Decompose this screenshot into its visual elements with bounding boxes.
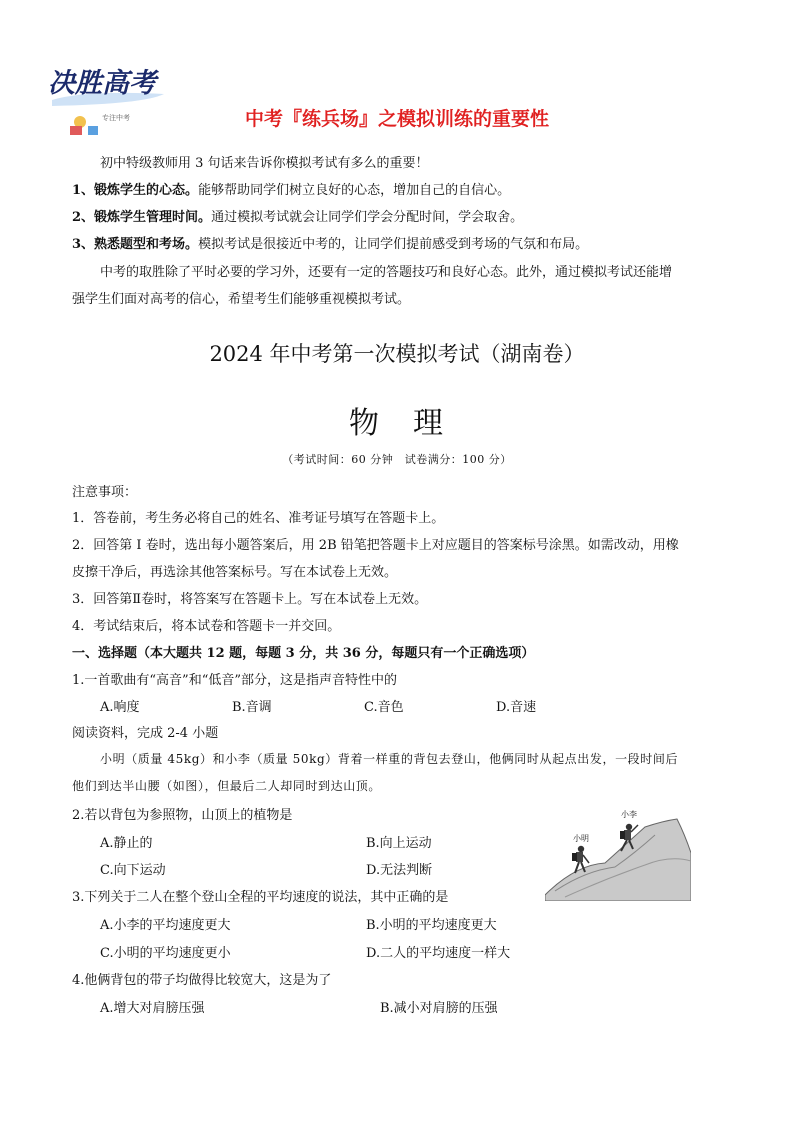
exam-time-info: （考试时间：60 分钟 试卷满分：100 分）	[282, 453, 512, 466]
intro-point-1: 1、锻炼学生的心态。能够帮助同学们树立良好的心态，增加自己的自信心。	[72, 183, 511, 198]
intro-lead: 初中特级教师用 3 句话来告诉你模拟考试有多么的重要！	[100, 156, 429, 171]
logo-subtext: 专注中考	[102, 114, 130, 122]
exam-subject: 物 理	[349, 406, 445, 441]
q3-option-d: D.二人的平均速度一样大	[366, 946, 511, 961]
q1-stem: 1.一首歌曲有“高音”和“低音”部分，这是指声音特性中的	[72, 673, 397, 688]
label-ming: 小明	[573, 834, 589, 843]
q2-option-b: B.向上运动	[366, 836, 432, 851]
q3-option-a: A.小李的平均速度更大	[100, 918, 231, 933]
q1-option-b: B.音调	[232, 700, 272, 715]
note-item-2: 2．回答第 I 卷时，选出每小题答案后，用 2B 铅笔把答题卡上对应题目的答案标号涂黑。如需改动，用橡	[72, 538, 679, 553]
note-item-3: 3．回答第Ⅱ卷时，将答案写在答题卡上。写在本试卷上无效。	[72, 592, 428, 607]
q2-option-a: A.静止的	[100, 836, 153, 851]
q1-option-a: A.响度	[100, 700, 140, 715]
notes-heading: 注意事项：	[72, 485, 138, 500]
intro-closing-1: 中考的取胜除了平时必要的学习外，还要有一定的答题技巧和良好心态。此外，通过模拟考试还能增	[100, 265, 673, 280]
q1-option-c: C.音色	[364, 700, 404, 715]
q2-option-c: C.向下运动	[100, 863, 166, 878]
note-item-2-cont: 皮擦干净后，再选涂其他答案标号。写在本试卷上无效。	[72, 565, 398, 580]
q4-option-a: A.增大对肩膀压强	[100, 1001, 205, 1016]
intro-point-2: 2、锻炼学生管理时间。通过模拟考试就会让同学们学会分配时间，学会取舍。	[72, 210, 524, 225]
intro-point-3: 3、熟悉题型和考场。模拟考试是很接近中考的，让同学们提前感受到考场的气氛和布局。	[72, 237, 589, 252]
section-heading: 一、选择题（本大题共 12 题，每题 3 分，共 36 分，每题只有一个正确选项）	[72, 646, 535, 661]
label-li: 小李	[621, 810, 637, 819]
logo-text: 决胜高考	[48, 68, 156, 99]
note-item-4: 4．考试结束后，将本试卷和答题卡一并交回。	[72, 619, 341, 634]
q2-option-d: D.无法判断	[366, 863, 433, 878]
q4-option-b: B.减小对肩膀的压强	[380, 1001, 498, 1016]
q3-stem: 3.下列关于二人在整个登山全程的平均速度的说法，其中正确的是	[72, 890, 449, 905]
q2-stem: 2.若以背包为参照物，山顶上的植物是	[72, 808, 293, 823]
q3-option-c: C.小明的平均速度更小	[100, 946, 231, 961]
climbing-illustration	[545, 805, 691, 901]
q1-option-d: D.音速	[496, 700, 537, 715]
reading-lead: 阅读资料，完成 2-4 小题	[72, 726, 219, 741]
intro-closing-2: 强学生们面对高考的信心，希望考生们能够重视模拟考试。	[72, 292, 411, 307]
q4-stem: 4.他俩背包的带子均做得比较宽大，这是为了	[72, 973, 332, 988]
exam-title: 2024 年中考第一次模拟考试（湖南卷）	[209, 342, 585, 366]
reading-line-2: 他们到达半山腰（如图），但最后二人却同时到达山顶。	[72, 779, 382, 793]
q3-option-b: B.小明的平均速度更大	[366, 918, 497, 933]
reading-line-1: 小明（质量 45kg）和小李（质量 50kg）背着一样重的背包去登山，他俩同时从起点出发，一段时间后	[100, 752, 679, 766]
banner-title: 中考『练兵场』之模拟训练的重要性	[244, 108, 549, 130]
note-item-1: 1．答卷前，考生务必将自己的姓名、准考证号填写在答题卡上。	[72, 511, 445, 526]
